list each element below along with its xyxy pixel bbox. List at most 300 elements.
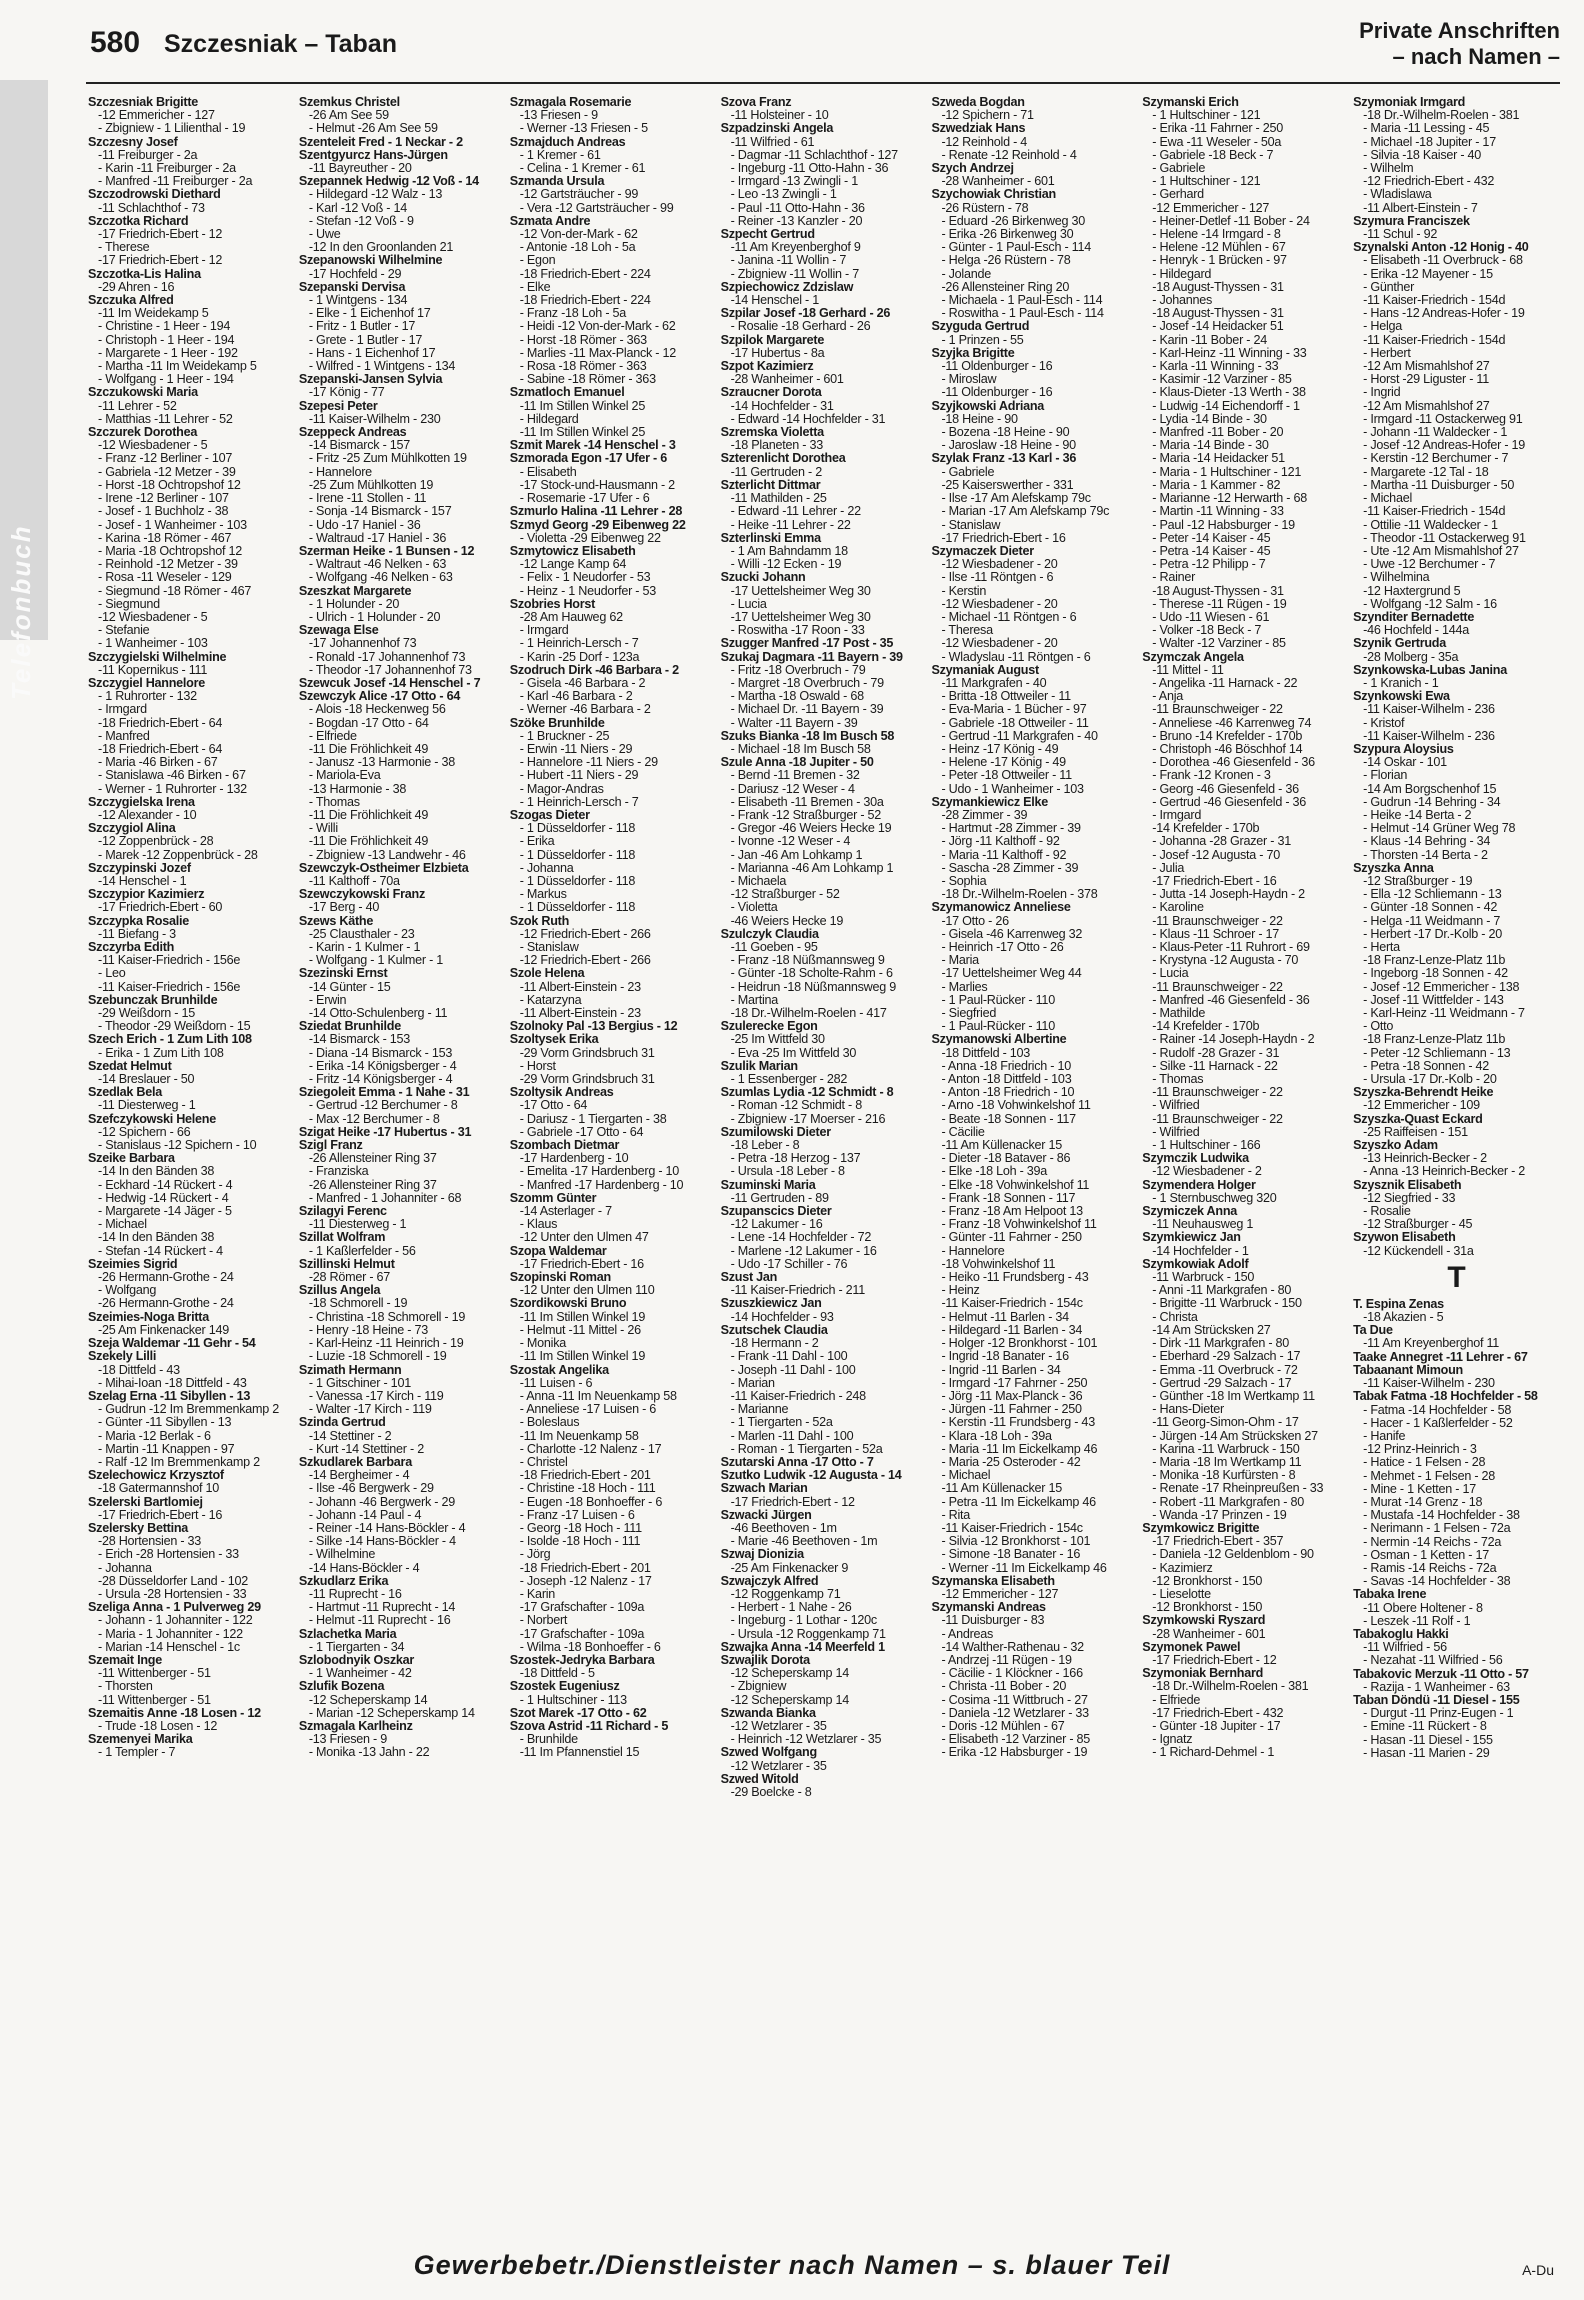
section-letter: T — [1447, 1260, 1466, 1294]
entry-line: -12 Roggenkamp 71 — [730, 1587, 841, 1601]
entry-line: - Irene -12 Berliner - 107 — [98, 492, 229, 506]
entry-line: - Maria -18 Ochtropshof 12 — [98, 544, 242, 558]
entry-line: - Irmgard -17 Fahrner - 250 — [941, 1376, 1088, 1390]
entry-line: - Kazimierz — [1152, 1561, 1213, 1575]
entry-line: -11 Oldenburger - 16 — [941, 386, 1053, 400]
entry-line: - Leo -13 Zwingli - 1 — [730, 188, 837, 202]
entry-line: -28 Römer - 67 — [308, 1271, 391, 1285]
entry-line: - Petra -11 Im Eickelkamp 46 — [941, 1495, 1096, 1509]
entry-name: Szterenlicht Dorothea — [720, 452, 846, 466]
entry-name: Szogas Dieter — [509, 808, 590, 822]
entry-name: Szymczak Angela — [1142, 650, 1244, 664]
entry-line: -14 Asterlager - 7 — [519, 1205, 612, 1219]
entry-line: - Emma -11 Overbruck - 72 — [1152, 1363, 1298, 1377]
entry-line: - Lydia -14 Binde - 30 — [1152, 412, 1267, 426]
entry-line: - Edward -14 Hochfelder - 31 — [730, 412, 886, 426]
entry-line: - Walter -17 Kirch - 119 — [308, 1403, 432, 1417]
entry-line: - Gabriele -18 Beck - 7 — [1152, 148, 1274, 162]
entry-line: - Wilfried — [1152, 1099, 1200, 1113]
entry-line: - Karin - 1 Kulmer - 1 — [308, 941, 421, 954]
entry-line: - 1 Kaßlerfelder - 56 — [308, 1244, 416, 1258]
entry-line: - Michaela - 1 Paul-Esch - 114 — [941, 294, 1103, 308]
entry-line: - Marlen -11 Dahl - 100 — [730, 1429, 854, 1443]
entry-line: -11 Diesterweg - 1 — [98, 1099, 196, 1113]
section-title — [1359, 18, 1560, 70]
entry-line: - Franz -18 Vohwinkelshof 11 — [941, 1218, 1097, 1232]
entry-line: - 1 Am Bahndamm 18 — [730, 544, 848, 558]
entry-line: - Durgut -11 Prinz-Eugen - 1 — [1363, 1707, 1514, 1721]
entry-line: - Maria - 1 Hultschiner - 121 — [1152, 465, 1302, 479]
entry-name: Szust Jan — [720, 1271, 778, 1285]
entry-line: - Mihai-Ioan -18 Dittfeld - 43 — [98, 1376, 247, 1390]
entry-line: -11 Im Stillen Winkel 19 — [519, 1350, 646, 1364]
entry-line: -14 Oskar - 101 — [1363, 756, 1447, 770]
entry-line: - Zbigniew -11 Wollin - 7 — [730, 267, 859, 281]
side-tab — [0, 80, 48, 700]
entry-name: Szczypior Kazimierz — [88, 888, 205, 902]
entry-line: - Franziska — [308, 1165, 369, 1179]
entry-line: - Josef -12 Emmericher - 138 — [1363, 980, 1520, 994]
entry-line: - Michael -18 Im Busch 58 — [730, 742, 871, 756]
entry-line: - Frank -11 Dahl - 100 — [730, 1350, 848, 1364]
entry-line: -11 Kaiser-Friedrich - 156e — [98, 954, 241, 968]
entry-line: -12 Am Mismahlshof 27 — [1363, 399, 1490, 413]
entry-line: - Nerimann - 1 Felsen - 72a — [1363, 1522, 1511, 1536]
entry-line: - Günter -11 Fahrner - 250 — [941, 1231, 1082, 1245]
entry-line: -12 Siegfried - 33 — [1363, 1191, 1456, 1205]
entry-line: -17 Friedrich-Ebert - 12 — [98, 228, 223, 242]
entry-name: Szekely Lilli — [88, 1350, 157, 1364]
entry-name: Szczygielska Irena — [88, 795, 195, 809]
entry-line: - Günter - 1 Paul-Esch - 114 — [941, 241, 1091, 255]
entry-line: - Ute -12 Am Mismahlshof 27 — [1363, 544, 1519, 558]
entry-line: - Leszek -11 Rolf - 1 — [1363, 1614, 1471, 1628]
entry-name: Szczotka Richard — [88, 214, 189, 228]
entry-line: -17 Friedrich-Ebert - 12 — [98, 254, 223, 268]
entry-line: - Gisela -46 Barbara - 2 — [519, 676, 646, 690]
entry-line: - Reinhold -12 Metzer - 39 — [98, 558, 238, 572]
entry-line: - Therese -11 Rügen - 19 — [1152, 597, 1287, 611]
entry-line: - Marian — [730, 1376, 775, 1390]
entry-line: -11 Im Stillen Winkel 25 — [519, 426, 646, 440]
entry-line: - Karin -11 Freiburger - 2a — [98, 162, 236, 176]
entry-name: Szczygiel Hannelore — [88, 676, 206, 690]
entry-line: - Manfred - 1 Johanniter - 68 — [308, 1191, 462, 1205]
entry-name: Taake Annegret -11 Lehrer - 67 — [1353, 1350, 1528, 1364]
entry-line: -17 Uettelsheimer Weg 30 — [730, 584, 871, 598]
entry-name: Szostek Eugeniusz — [509, 1680, 620, 1694]
entry-line: -11 Die Fröhlichkeit 49 — [308, 742, 429, 756]
entry-line: - Kerstin -11 Frundsberg - 43 — [941, 1416, 1095, 1430]
entry-line: - Manfred -11 Bober - 20 — [1152, 426, 1284, 440]
entry-line: - Günter -11 Sibyllen - 13 — [98, 1416, 232, 1430]
footer-note: Gewerbebetr./Dienstleister nach Namen – s. blauer Teil — [413, 2250, 1171, 2280]
entry-line: - Thomas — [308, 795, 360, 809]
entry-name: Szewczyk-Ostheimer Elzbieta — [298, 861, 469, 875]
entry-line: - Gabriele — [1152, 162, 1206, 176]
entry-line: - 1 Wintgens - 134 — [308, 294, 408, 308]
entry-line: -17 Grafschafter - 109a — [519, 1627, 645, 1641]
entry-name: Szewaga Else — [298, 624, 379, 638]
entry-line: - Theodor -11 Ostackerweg 91 — [1363, 531, 1526, 545]
entry-line: - Wilhelm — [1363, 162, 1414, 176]
entry-line: - Herbert - 1 Nahe - 26 — [730, 1601, 852, 1615]
entry-line: -11 Markgrafen - 40 — [941, 676, 1047, 690]
page-number: 580 — [90, 26, 141, 59]
entry-line: - Marian -12 Scheperskamp 14 — [308, 1706, 475, 1720]
entry-line: - Edward -11 Lehrer - 22 — [730, 505, 861, 519]
entry-line: -18 Franz-Lenze-Platz 11b — [1363, 1033, 1506, 1047]
entry-line: - Lucia — [730, 597, 767, 611]
entry-line: - Udo -11 Wiesen - 61 — [1152, 610, 1270, 624]
entry-line: - Zbigniew -13 Landwehr - 46 — [308, 848, 466, 862]
entry-line: -18 Dr.-Wilhelm-Roelen - 381 — [1152, 1680, 1309, 1694]
entry-line: -14 Otto-Schulenberg - 11 — [308, 1007, 448, 1021]
entry-name: Szelersky Bettina — [88, 1521, 189, 1535]
entry-line: - 1 Gitschiner - 101 — [308, 1376, 411, 1390]
entry-line: - Sonja -14 Bismarck - 157 — [308, 505, 452, 519]
entry-line: - 1 Hultschiner - 113 — [519, 1693, 627, 1707]
entry-name: Szezinski Ernst — [298, 967, 388, 981]
listing-column-3 — [510, 96, 717, 2106]
entry-line: -11 Obere Holtener - 8 — [1363, 1601, 1483, 1615]
entry-line: -11 Kaiser-Friedrich - 154d — [1363, 294, 1506, 308]
entry-name: Szutko Ludwik -12 Augusta - 14 — [720, 1469, 902, 1483]
entry-line: -17 König - 77 — [308, 386, 385, 400]
entry-line: - Karl-Heinz -11 Heinrich - 19 — [308, 1337, 464, 1351]
entry-line: - Walter -12 Varziner - 85 — [1152, 637, 1286, 651]
entry-name: Szczygiol Alina — [88, 822, 176, 836]
entry-line: - Horst -18 Römer - 363 — [519, 333, 647, 347]
entry-line: - Wolfgang -12 Salm - 16 — [1363, 597, 1497, 611]
entry-line: - Lieselotte — [1152, 1587, 1211, 1601]
entry-line: -12 Straßburger - 45 — [1363, 1218, 1473, 1232]
entry-line: - Hildegard -11 Barlen - 34 — [941, 1323, 1083, 1337]
entry-name: Szimath Hermann — [298, 1363, 402, 1377]
entry-name: Szpilok Margarete — [720, 333, 825, 347]
entry-line: - Monika -13 Jahn - 22 — [308, 1746, 430, 1760]
entry-line: - Isolde -18 Hoch - 111 — [519, 1535, 641, 1549]
entry-line: -12 Emmericher - 109 — [1363, 1099, 1480, 1113]
entry-line: - Bernd -11 Bremen - 32 — [730, 769, 860, 783]
entry-name: Szterlinski Emma — [720, 531, 821, 545]
entry-line: - Fritz -14 Königsberger - 4 — [308, 1073, 453, 1087]
entry-name: Szova Astrid -11 Richard - 5 — [509, 1719, 669, 1733]
entry-line: -11 Schlachthof - 73 — [98, 201, 205, 215]
entry-name: Szewczykowski Franz — [298, 888, 425, 902]
entry-line: - Kurt -14 Stettiner - 2 — [308, 1442, 424, 1456]
entry-line: - Peter -18 Ottweiler - 11 — [941, 769, 1072, 783]
entry-line: -11 Kopernikus - 111 — [98, 663, 208, 677]
entry-line: -11 Wittenberger - 51 — [98, 1667, 211, 1681]
entry-name: Szynkowska-Lubas Janina — [1353, 663, 1507, 677]
side-tab-label: Telefonbuch — [6, 524, 36, 700]
entry-line: -11 Kaiser-Friedrich - 154d — [1363, 505, 1506, 519]
entry-name: Szech Erich - 1 Zum Lith 108 — [88, 1033, 252, 1047]
entry-line: - Andrzej -11 Rügen - 19 — [941, 1653, 1072, 1667]
entry-line: - Stanislaus -12 Spichern - 10 — [98, 1139, 257, 1153]
entry-line: - Gertrud -12 Berchumer - 8 — [308, 1099, 458, 1113]
entry-line: - Max -12 Berchumer - 8 — [308, 1112, 440, 1126]
entry-line: - Hans - 1 Eichenhof 17 — [308, 346, 436, 360]
entry-name: Szymanski Andreas — [931, 1601, 1046, 1615]
entry-line: - Karl -46 Barbara - 2 — [519, 690, 633, 704]
entry-name: Szymanowicz Anneliese — [931, 901, 1071, 915]
entry-name: Tabakovic Merzuk -11 Otto - 57 — [1353, 1667, 1529, 1681]
entry-line: - Ignatz — [1152, 1733, 1193, 1747]
entry-line: - Eduard -26 Birkenweg 30 — [941, 214, 1085, 228]
entry-line: - Ingrid -18 Banater - 16 — [941, 1350, 1069, 1364]
entry-line: - Stanislaw — [941, 518, 1001, 532]
entry-line: - Ramis -14 Reichs - 72a — [1363, 1561, 1497, 1575]
entry-name: Szysznik Elisabeth — [1353, 1178, 1462, 1192]
entry-name: Szmurlo Halina -11 Lehrer - 28 — [509, 505, 683, 519]
name-range: Szczesniak – Taban — [164, 30, 397, 58]
entry-line: - 1 Essenberger - 282 — [730, 1073, 848, 1087]
entry-line: - Violetta — [730, 901, 778, 915]
entry-line: - Renate -12 Reinhold - 4 — [941, 148, 1077, 162]
entry-line: -12 Unter den Ulmen 47 — [519, 1231, 649, 1245]
entry-name: Szwaj Dionizia — [720, 1548, 804, 1562]
entry-line: - Hartmut -28 Zimmer - 39 — [941, 822, 1081, 836]
entry-line: -12 Friedrich-Ebert - 266 — [519, 927, 651, 941]
entry-name: Szpecht Gertrud — [720, 228, 815, 242]
entry-line: - Klaus-Peter -11 Ruhrort - 69 — [1152, 941, 1310, 954]
entry-line: -14 Bismarck - 157 — [308, 439, 411, 453]
entry-name: Szentgyurcz Hans-Jürgen — [298, 148, 448, 162]
entry-line: - Werner -11 Im Eickelkamp 46 — [941, 1561, 1107, 1575]
entry-line: -14 Stettiner - 2 — [308, 1429, 392, 1443]
entry-line: -12 Wiesbadener - 5 — [98, 439, 208, 453]
entry-line: - Udo -17 Schiller - 76 — [730, 1257, 848, 1271]
entry-name: Szmagala Rosemarie — [509, 96, 632, 109]
entry-line: - Theodor -17 Johannenhof 73 — [308, 663, 472, 677]
entry-line: - Britta -18 Ottweiler - 11 — [941, 690, 1071, 704]
entry-line: - Ella -12 Schliemann - 13 — [1363, 888, 1502, 902]
entry-line: - Stanislawa -46 Birken - 67 — [98, 769, 246, 783]
entry-line: -26 Hermann-Grothe - 24 — [98, 1297, 234, 1311]
entry-line: - Josef -12 Augusta - 70 — [1152, 848, 1281, 862]
entry-line: - Brunhilde — [519, 1733, 578, 1747]
entry-line: - Gregor -46 Weiers Hecke 19 — [730, 822, 892, 836]
entry-line: - Josef - 1 Wanheimer - 103 — [98, 518, 247, 532]
entry-line: - Monika -18 Kurfürsten - 8 — [1152, 1469, 1296, 1483]
entry-line: - Wolfgang - 1 Kulmer - 1 — [308, 954, 444, 968]
entry-line: - Anna -11 Im Neuenkamp 58 — [519, 1389, 677, 1403]
entry-name: Szynkowski Ewa — [1353, 690, 1450, 704]
entry-name: Szkudlarz Erika — [298, 1574, 389, 1588]
entry-line: - Emelita -17 Hardenberg - 10 — [519, 1165, 680, 1179]
entry-line: - Heiner-Detlef -11 Bober - 24 — [1152, 214, 1310, 228]
entry-name: Szulczyk Claudia — [720, 927, 819, 941]
entry-line: - Irmgard — [519, 624, 569, 638]
entry-line: - Herta — [1363, 941, 1400, 954]
entry-line: - Franz -18 Nüßmannsweg 9 — [730, 954, 885, 968]
entry-line: - Violetta -29 Eibenweg 22 — [519, 531, 661, 545]
entry-line: - Felix - 1 Neudorfer - 53 — [519, 571, 651, 585]
entry-line: -12 Am Mismahlshof 27 — [1363, 360, 1490, 374]
entry-line: - Norbert — [519, 1614, 568, 1628]
entry-line: - Günther -18 Im Wertkamp 11 — [1152, 1389, 1315, 1403]
entry-line: -11 Kaiser-Friedrich - 154c — [941, 1297, 1083, 1311]
entry-line: - Helene -14 Irmgard - 8 — [1152, 228, 1281, 242]
entry-name: Szpiechowicz Zdzislaw — [720, 280, 854, 294]
entry-name: Tabakoglu Hakki — [1353, 1627, 1449, 1641]
entry-line: - 1 Hultschiner - 121 — [1152, 109, 1261, 123]
entry-line: - Holger -12 Bronkhorst - 101 — [941, 1337, 1098, 1351]
entry-line: -25 Kaiserswerther - 331 — [941, 478, 1074, 492]
entry-name: Szwanda Bianka — [720, 1706, 816, 1720]
entry-line: - Ingeburg - 1 Lothar - 120c — [730, 1614, 877, 1628]
entry-line: - 1 Prinzen - 55 — [941, 333, 1024, 347]
entry-line: - Maria -25 Osteroder - 42 — [941, 1455, 1081, 1469]
entry-line: - Wilfred - 1 Wintgens - 134 — [308, 360, 456, 374]
entry-name: Szychowiak Christian — [931, 188, 1056, 202]
entry-line: - Michael -11 Röntgen - 6 — [941, 610, 1077, 624]
entry-name: Szmorada Egon -17 Ufer - 6 — [509, 452, 667, 466]
entry-line: - Rudolf -28 Grazer - 31 — [1152, 1046, 1280, 1060]
entry-line: - Marlene -12 Lakumer - 16 — [730, 1244, 877, 1258]
entry-line: - Marie -46 Beethoven - 1m — [730, 1535, 878, 1549]
entry-line: - 1 Holunder - 20 — [308, 597, 400, 611]
entry-name: Szukaj Dagmara -11 Bayern - 39 — [720, 650, 903, 664]
entry-line: - Elisabeth -11 Bremen - 30a — [730, 795, 884, 809]
entry-line: - Gudrun -14 Behring - 34 — [1363, 795, 1501, 809]
entry-line: - Stefan -12 Voß - 9 — [308, 214, 414, 228]
entry-line: -11 Bayreuther - 20 — [308, 162, 412, 176]
entry-line: - Herbert — [1363, 346, 1411, 360]
entry-line: -13 Heinrich-Becker - 2 — [1363, 1152, 1487, 1166]
entry-line: - Paul -12 Habsburger - 19 — [1152, 518, 1295, 532]
entry-line: - Gabriele — [941, 465, 995, 479]
entry-line: - Gudrun -12 Im Bremmenkamp 2 — [98, 1403, 280, 1417]
entry-name: Szyszka Anna — [1353, 861, 1434, 875]
entry-name: Szewczyk Alice -17 Otto - 64 — [298, 690, 461, 704]
entry-line: - Maria -11 Kalthoff - 92 — [941, 848, 1067, 862]
entry-name: Szemkus Christel — [298, 96, 400, 109]
entry-line: -12 Lange Kamp 64 — [519, 558, 627, 572]
entry-name: Szeimies Sigrid — [88, 1257, 178, 1271]
entry-line: - Thorsten — [98, 1680, 153, 1694]
entry-line: - Irmgard -11 Ostackerweg 91 — [1363, 412, 1523, 426]
entry-name: Szmit Marek -14 Henschel - 3 — [509, 439, 676, 453]
entry-line: - Sophia — [941, 874, 987, 888]
entry-line: -11 Schul - 92 — [1363, 228, 1438, 242]
entry-line: - Erika -12 Habsburger - 19 — [941, 1746, 1088, 1760]
entry-name: Szymaniak August — [931, 663, 1039, 677]
entry-line: - Mathilde — [1152, 1007, 1206, 1021]
entry-name: Szöke Brunhilde — [509, 716, 605, 730]
entry-line: -11 Am Küllenacker 15 — [941, 1139, 1062, 1153]
entry-line: - Mariola-Eva — [308, 769, 381, 783]
entry-line: -11 Duisburger - 83 — [941, 1614, 1045, 1628]
entry-line: - Michael — [941, 1469, 991, 1483]
page-header — [0, 0, 1584, 80]
entry-line: - Ottilie -11 Waldecker - 1 — [1363, 518, 1498, 532]
entry-name: Szillat Wolfram — [298, 1231, 386, 1245]
entry-line: - Michael Dr. -11 Bayern - 39 — [730, 703, 884, 717]
entry-line: -12 Scheperskamp 14 — [730, 1667, 850, 1681]
entry-line: - Joseph -12 Nalenz - 17 — [519, 1574, 652, 1588]
entry-name: Taban Döndü -11 Diesel - 155 — [1353, 1693, 1520, 1707]
entry-line: - Beate -18 Sonnen - 117 — [941, 1112, 1076, 1126]
entry-line: - Werner - 1 Ruhrorter - 132 — [98, 782, 247, 796]
entry-line: -18 August-Thyssen - 31 — [1152, 584, 1284, 598]
entry-line: -11 Albert-Einstein - 7 — [1363, 201, 1478, 215]
entry-name: Szuks Bianka -18 Im Busch 58 — [720, 729, 895, 743]
entry-line: -18 Heine - 90 — [941, 412, 1018, 426]
entry-line: - Monika — [519, 1337, 567, 1351]
entry-line: -17 Uettelsheimer Weg 30 — [730, 610, 871, 624]
entry-line: - 1 Hultschiner - 166 — [1152, 1139, 1261, 1153]
entry-line: -11 Braunschweiger - 22 — [1152, 914, 1283, 928]
entry-line: -17 Grafschafter - 109a — [519, 1601, 645, 1615]
entry-line: - Wilfried — [1152, 1125, 1200, 1139]
entry-line: -11 Im Weidekamp 5 — [98, 307, 209, 321]
entry-name: Szraucner Dorota — [720, 386, 822, 400]
entry-line: - Reiner -13 Kanzler - 20 — [730, 214, 863, 228]
entry-name: Szopa Waldemar — [509, 1244, 607, 1258]
entry-line: - Wolfgang - 1 Heer - 194 — [98, 373, 234, 387]
entry-name: Szpot Kazimierz — [720, 360, 814, 374]
entry-line: -18 August-Thyssen - 31 — [1152, 307, 1284, 321]
entry-line: -18 Friedrich-Ebert - 224 — [519, 267, 651, 281]
entry-name: Szerman Heike - 1 Bunsen - 12 — [298, 544, 475, 558]
entry-line: - Rosa -18 Römer - 363 — [519, 360, 647, 374]
entry-line: - Hasan -11 Diesel - 155 — [1363, 1733, 1493, 1747]
entry-line: - Maria -12 Berlak - 6 — [98, 1429, 211, 1443]
entry-name: Szczyrba Edith — [88, 941, 175, 954]
entry-line: - Joseph -11 Dahl - 100 — [730, 1363, 856, 1377]
entry-line: - Anja — [1152, 690, 1184, 704]
entry-name: Szmyd Georg -29 Eibenweg 22 — [509, 518, 686, 532]
entry-line: - 1 Richard-Dehmel - 1 — [1152, 1746, 1275, 1760]
entry-line: - Gerhard — [1152, 188, 1204, 202]
entry-name: Szymanowski Albertine — [931, 1033, 1067, 1047]
entry-line: - Krystyna -12 Augusta - 70 — [1152, 954, 1299, 968]
entry-line: - Josef -12 Andreas-Hofer - 19 — [1363, 439, 1526, 453]
entry-line: - Erwin -11 Niers - 29 — [519, 742, 633, 756]
entry-line: - Horst — [519, 1059, 556, 1073]
entry-name: Szmytowicz Elisabeth — [509, 544, 636, 558]
entry-line: -11 Die Fröhlichkeit 49 — [308, 835, 429, 849]
entry-line: - Grete - 1 Butler - 17 — [308, 333, 423, 347]
entry-line: - Miroslaw — [941, 373, 997, 387]
entry-line: - Mehmet - 1 Felsen - 28 — [1363, 1469, 1496, 1483]
entry-line: - Fritz - 1 Butler - 17 — [308, 320, 416, 334]
entry-line: - Hildegard — [1152, 267, 1212, 281]
entry-line: - Michael -18 Jupiter - 17 — [1363, 135, 1496, 149]
entry-line: - Helga — [1363, 320, 1403, 334]
entry-line: - Helga -26 Rüstern - 78 — [941, 254, 1071, 268]
entry-line: - Eckhard -14 Rückert - 4 — [98, 1178, 233, 1192]
entry-line: -11 Georg-Simon-Ohm - 17 — [1152, 1416, 1299, 1430]
entry-line: - Helmut -11 Ruprecht - 16 — [308, 1614, 451, 1628]
entry-line: - Klaus — [519, 1218, 558, 1232]
entry-line: - Doris -12 Mühlen - 67 — [941, 1719, 1065, 1733]
entry-line: -18 Dr.-Wilhelm-Roelen - 378 — [941, 888, 1098, 902]
entry-line: - Fritz -18 Overbruch - 79 — [730, 663, 866, 677]
entry-name: Szordikowski Bruno — [509, 1297, 627, 1311]
entry-line: - Frank -12 Kronen - 3 — [1152, 769, 1271, 783]
listing-column-1 — [88, 96, 295, 2106]
entry-line: - Hatice - 1 Felsen - 28 — [1363, 1456, 1486, 1470]
entry-line: -11 Gertruden - 2 — [730, 465, 822, 479]
entry-name: Szeja Waldemar -11 Gehr - 54 — [88, 1337, 256, 1351]
entry-line: -11 Albert-Einstein - 23 — [519, 1007, 641, 1021]
entry-name: Szombach Dietmar — [509, 1139, 620, 1153]
entry-line: -17 Friedrich-Ebert - 16 — [519, 1257, 644, 1271]
